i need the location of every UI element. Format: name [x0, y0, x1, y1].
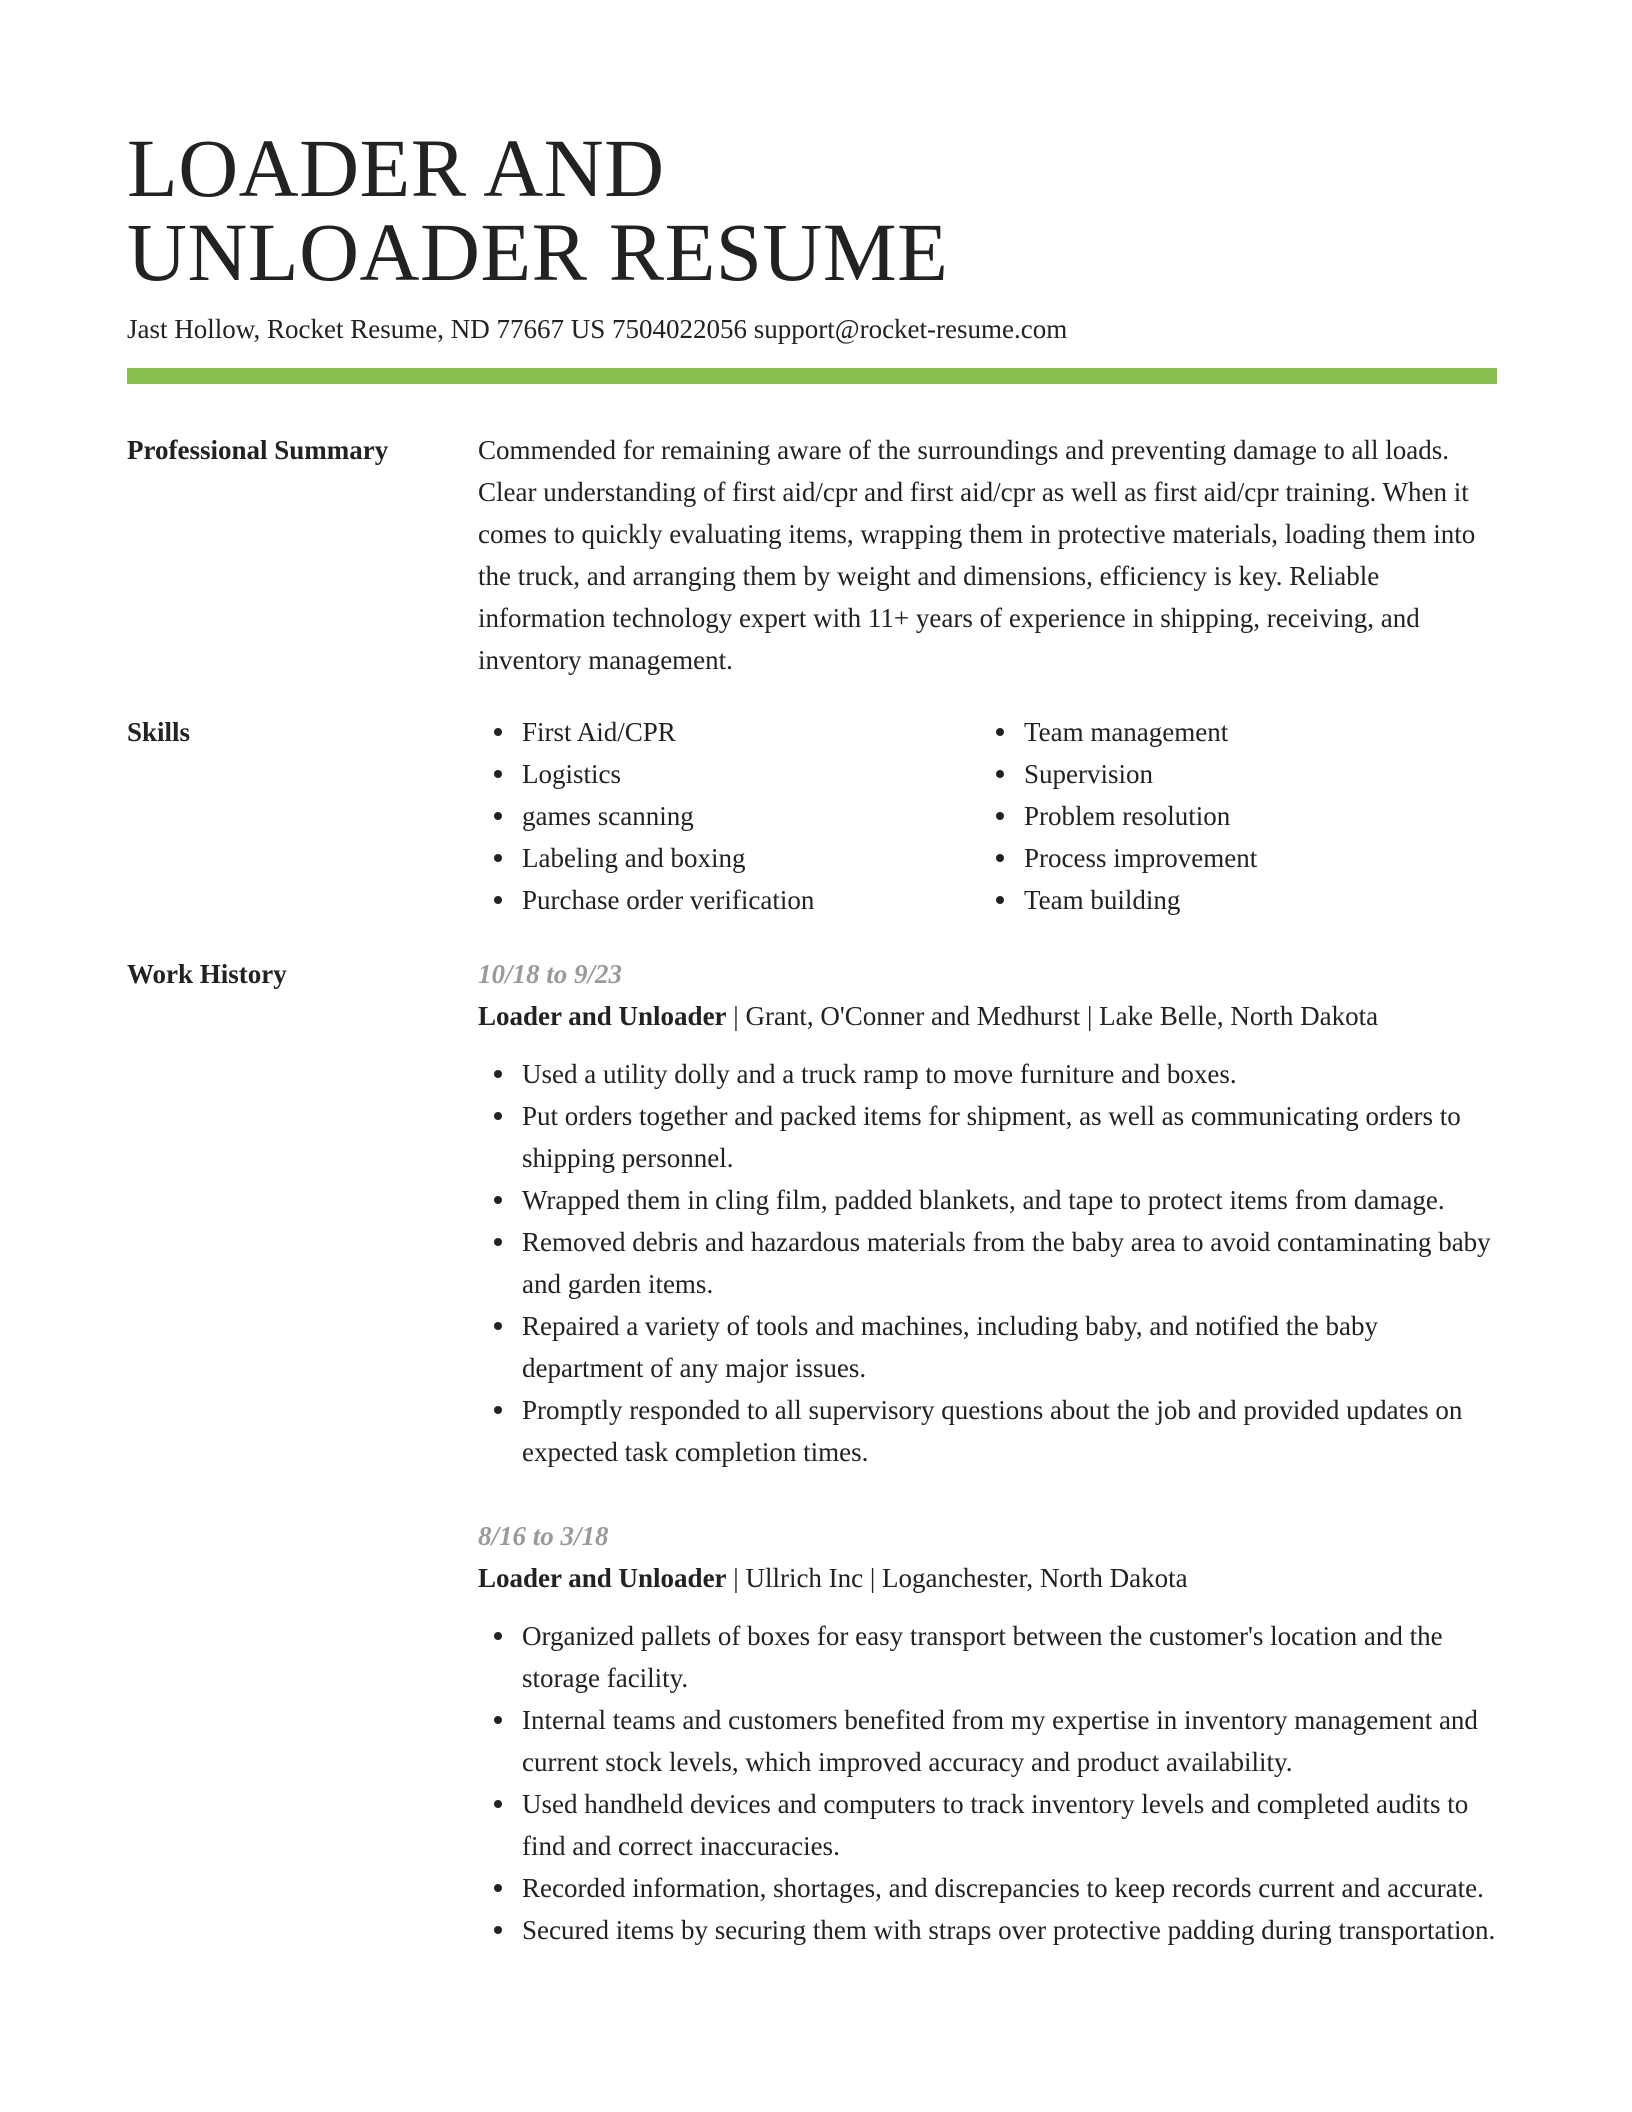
duty-item: Promptly responded to all supervisory questions about the job and provided updates on expected task completion times. — [522, 1389, 1497, 1473]
job-duties-list — [478, 1615, 1497, 1951]
skills-column-1 — [478, 711, 980, 921]
section-label-skills: Skills — [127, 717, 191, 747]
resume-header — [127, 122, 1497, 346]
skill-item: Supervision — [1024, 753, 1482, 795]
job-company-location: | Grant, O'Conner and Medhurst | Lake Belle, North Dakota — [726, 1001, 1379, 1031]
skills-list — [478, 711, 1497, 921]
skill-item: Logistics — [522, 753, 980, 795]
duty-item: Put orders together and packed items for shipment, as well as communicating orders to shipping personnel. — [522, 1095, 1497, 1179]
skills-section — [127, 711, 1497, 931]
duty-item: Recorded information, shortages, and discrepancies to keep records current and accurate. — [522, 1867, 1497, 1909]
work-history-body — [478, 953, 1497, 1993]
summary-body — [478, 429, 1497, 681]
duty-item: Secured items by securing them with straps over protective padding during transportation. — [522, 1909, 1497, 1951]
skills-column-2 — [980, 711, 1482, 921]
duty-item: Wrapped them in cling film, padded blankets, and tape to protect items from damage. — [522, 1179, 1497, 1221]
duty-item: Used handheld devices and computers to track inventory levels and completed audits to find and correct inaccuracies. — [522, 1783, 1497, 1867]
job-company-location: | Ullrich Inc | Loganchester, North Dakota — [726, 1563, 1188, 1593]
section-label-work-history: Work History — [127, 959, 287, 989]
skill-item: Team management — [1024, 711, 1482, 753]
job-heading — [478, 995, 1497, 1037]
contact-info: Jast Hollow, Rocket Resume, ND 77667 US 7504022056 support@rocket-resume.com — [127, 314, 1068, 344]
job-duties-list — [478, 1053, 1497, 1473]
skill-item: Labeling and boxing — [522, 837, 980, 879]
job-dates: 8/16 to 3/18 — [478, 1521, 609, 1551]
skill-item: Team building — [1024, 879, 1482, 921]
duty-item: Removed debris and hazardous materials from the baby area to avoid contaminating baby and garden items. — [522, 1221, 1497, 1305]
section-label-summary: Professional Summary — [127, 435, 389, 465]
skill-item: Process improvement — [1024, 837, 1482, 879]
job-title: Loader and Unloader — [478, 1563, 727, 1593]
job-dates: 10/18 to 9/23 — [478, 959, 623, 989]
title-line-1: LOADER AND — [127, 122, 665, 214]
duty-item: Organized pallets of boxes for easy transport between the customer's location and the storage facility. — [522, 1615, 1497, 1699]
professional-summary-section — [127, 429, 1497, 679]
work-history-section — [127, 953, 1497, 2103]
job-entry — [478, 953, 1497, 1473]
skill-item: Problem resolution — [1024, 795, 1482, 837]
duty-item: Internal teams and customers benefited from my expertise in inventory management and current stock levels, which improved accuracy and product availability. — [522, 1699, 1497, 1783]
skill-item: Purchase order verification — [522, 879, 980, 921]
skill-item: games scanning — [522, 795, 980, 837]
duty-item: Used a utility dolly and a truck ramp to move furniture and boxes. — [522, 1053, 1497, 1095]
title-line-2: UNLOADER RESUME — [127, 206, 949, 298]
accent-divider — [127, 368, 1497, 384]
job-heading — [478, 1557, 1497, 1599]
job-title: Loader and Unloader — [478, 1001, 727, 1031]
job-entry — [478, 1515, 1497, 1951]
summary-text: Commended for remaining aware of the surroundings and preventing damage to all loads. Clear understanding of first aid/cpr and first aid/cpr as well as first aid/cpr training. When it comes to quickly evaluating items, wrapping them in protective materials, loading them into the truck, and arranging them by weight and dimensions, efficiency is key. Reliable information technology expert with 11+ years of experience in shipping, receiving, and inventory management. — [478, 435, 1476, 675]
resume-title — [127, 122, 1497, 298]
duty-item: Repaired a variety of tools and machines, including baby, and notified the baby department of any major issues. — [522, 1305, 1497, 1389]
skill-item: First Aid/CPR — [522, 711, 980, 753]
